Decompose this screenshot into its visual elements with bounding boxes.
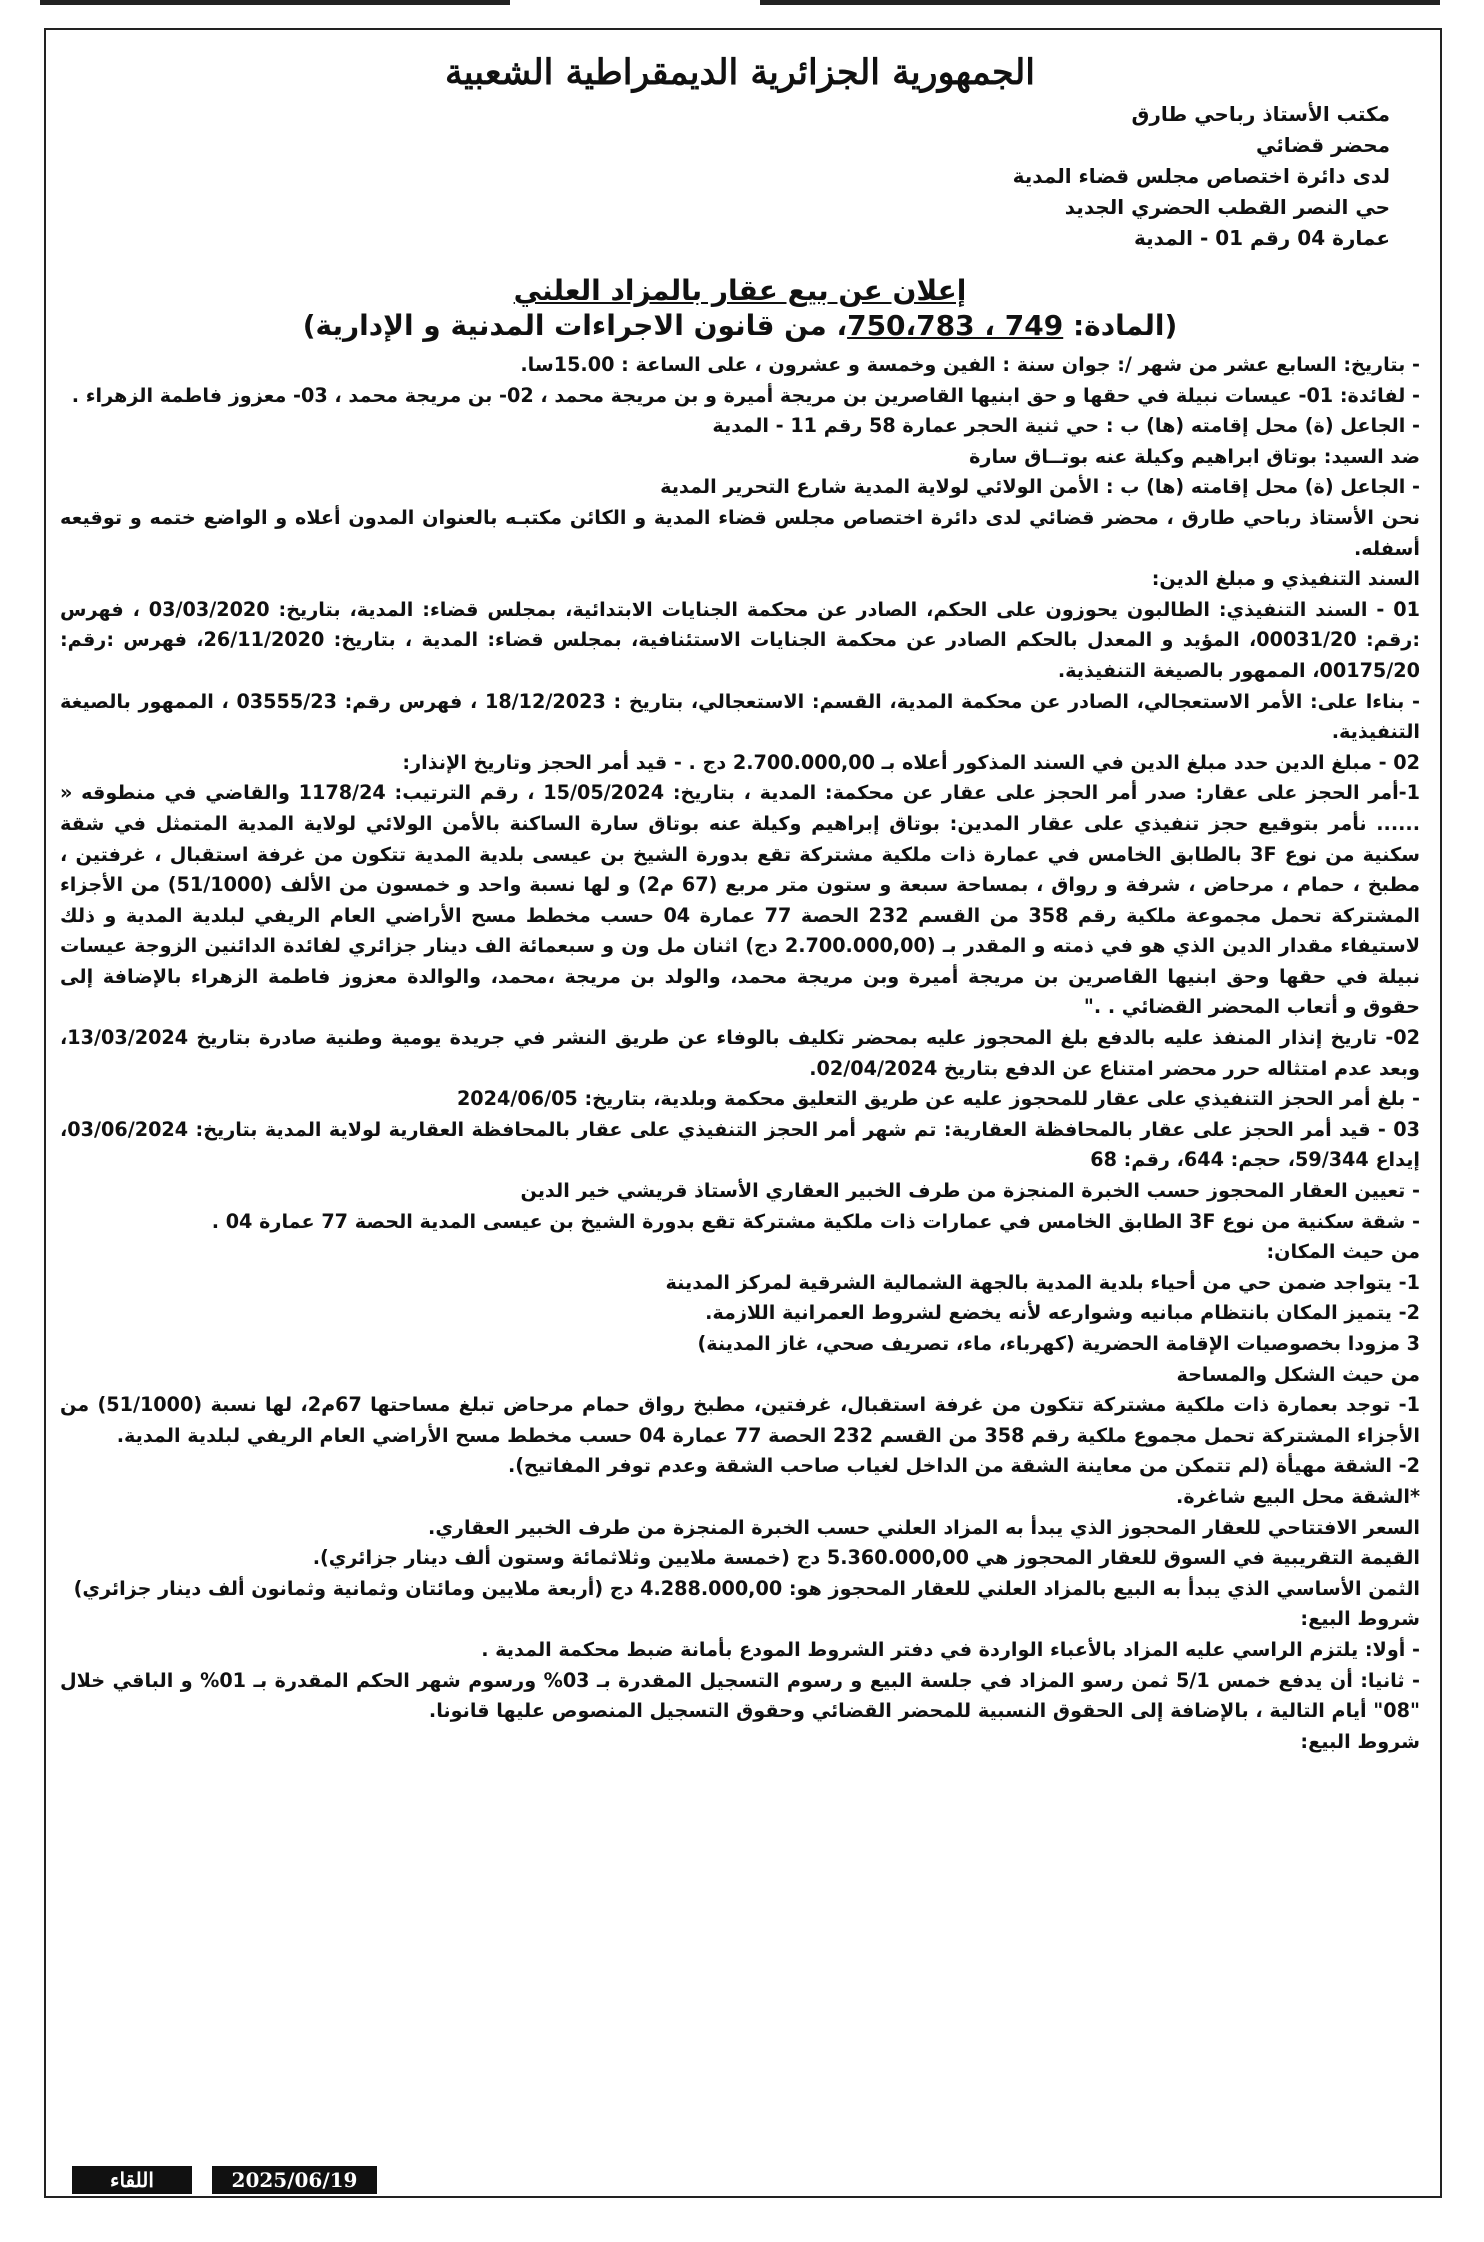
body-line: نحن الأستاذ رباحي طارق ، محضر قضائي لدى دائرة اختصاص مجلس قضاء المدية و الكائن مكتبـه بالعنوان المدون أعلاه و الواضع ختمه و توقيعه أسفله. (60, 505, 1420, 560)
body-line: 2- الشقة مهيأة (لم تتمكن من معاينة الشقة من الداخل لغياب صاحب الشقة وعدم توفر المفاتيح). (507, 1454, 1420, 1478)
section-heading: من حيث المكان: (1266, 1240, 1420, 1264)
top-rule-right (760, 0, 1440, 5)
body-line: 1-أمر الحجز على عقار: صدر أمر الحجز على عقار عن محكمة: المدية ، بتاريخ: 15/05/2024 ، رقم الترتيب: 1178/24 والقاضي في منطوقه « ...... نأمر بتوقيع حجز تنفيذي على عقار المدين: بوتاق إبراهيم وكيلة عنه بوتاق سارة الساكنة بالأمن الولائي لولاية المدية المتمثل في شقة سكنية من نوع 3F بالطابق الخامس في عمارة ذات ملكية مشتركة تقع بدورة الشيخ بن عيسى بلدية المدية تتكون من غرفة استقبال ، غرفتين ، مطبخ ، حمام ، مرحاض ، شرفة و رواق ، بمساحة سبعة و ستون متر مربع (67 م2) و لها نسبة واحد و خمسون من الألف (51/1000) من الأجزاء المشتركة تحمل مجموعة ملكية رقم 358 من القسم 232 الحصة 77 عمارة 04 حسب مخطط مسح الأراضي العام الريفي لبلدية المدية و ذلك لاستيفاء مقدار الدين الذي هو في ذمته و المقدر بـ (2.700.000,00 دج) اثنان مل ون و سبعمائة الف دينار جزائري لفائدة الدائنين الزوجة عيسات نبيلة في حقها وحق ابنيها القاصرين بن مريجة أميرة وبن مريجة محمد، والولد بن مريجة ،محمد، والوالدة معزوز فاطمة الزهراء بالإضافة إلى حقوق و أتعاب المحضر القضائي . ." (60, 781, 1420, 1019)
body-line: - بتاريخ: السابع عشر من شهر /: جوان سنة : الفين وخمسة و عشرون ، على الساعة : 15.00سا. (520, 353, 1420, 376)
body-line: 2- يتميز المكان بانتظام مبانيه وشوارعه لأنه يخضع لشروط العمرانية اللازمة. (705, 1301, 1420, 1325)
office-line: عمارة 04 رقم 01 - المدية (1134, 226, 1390, 250)
body-line: 02- تاريخ إنذار المنفذ عليه بالدفع بلغ المحجوز عليه بمحضر تكليف بالوفاء عن طريق النشر في جريدة يومية وطنية صادرة بتاريخ 13/03/2024، وبعد عدم امتثاله حرر محضر امتناع عن الدفع بتاريخ 02/04/2024. (60, 1026, 1420, 1080)
top-rule-left (40, 0, 510, 5)
subtitle-prefix: (المادة: (1063, 309, 1178, 342)
body-line: - شقة سكنية من نوع 3F الطابق الخامس في عمارات ذات ملكية مشتركة تقع بدورة الشيخ بن عيسى المدية الحصة 77 عمارة 04 . (211, 1209, 1420, 1233)
body-line: - بناءا على: الأمر الاستعجالي، الصادر عن محكمة المدية، القسم: الاستعجالي، بتاريخ : 18/12/2023 ، فهرس رقم: 03555/23 ، الممهور بالصيغة التنفيذية. (60, 689, 1421, 744)
office-line: لدى دائرة اختصاص مجلس قضاء المدية (1012, 164, 1390, 188)
notice-subtitle (60, 309, 1420, 342)
notice-content (60, 40, 1420, 1757)
body-line: 03 - قيد أمر الحجز على عقار بالمحافظة العقارية: تم شهر أمر الحجز التنفيذي على عقار بالمحافظة العقارية لولاية المدية بتاريخ: 03/06/2024، إيداع 59/344، حجم: 644، رقم: 68 (60, 1117, 1420, 1172)
body-line: 02 - مبلغ الدين حدد مبلغ الدين في السند المذكور أعلاه بـ 2.700.000,00 دج . - قيد أمر الحجز وتاريخ الإنذار: (402, 750, 1420, 774)
body-line: ضد السيد: بوتاق ابراهيم وكيلة عنه بوتــاق سارة (969, 444, 1420, 468)
office-address (60, 99, 1420, 254)
body-line: 01 - السند التنفيذي: الطالبون يحوزون على الحكم، الصادر عن محكمة الجنايات الابتدائية، بمجلس قضاء: المدية، بتاريخ: 03/03/2020 ، فهرس :رقم: 00031/20، المؤيد و المعدل بالحكم الصادر عن محكمة الجنايات الاستئنافية، بمجلس قضاء: المدية ، بتاريخ: 26/11/2020، فهرس :رقم: 00175/20، الممهور بالصيغة التنفيذية. (60, 597, 1421, 682)
republic-heading: الجمهورية الجزائرية الديمقراطية الشعبية (444, 52, 1035, 93)
body-line: - بلغ أمر الحجز التنفيذي على عقار للمحجوز عليه عن طريق التعليق محكمة وبلدية، بتاريخ: 2024/06/05 (456, 1087, 1420, 1111)
office-line: محضر قضائي (1256, 133, 1390, 157)
body-line: - لفائدة: 01- عيسات نبيلة في حقها و حق ابنيها القاصرين بن مريجة أميرة و بن مريجة محمد ، 02- بن مريجة محمد ، 03- معزوز فاطمة الزهراء . (71, 383, 1420, 407)
subtitle-articles: 750،783 ، 749 (847, 309, 1064, 342)
body-line: - الجاعل (ة) محل إقامته (ها) ب : حي ثنية الحجر عمارة 58 رقم 11 - المدية (712, 414, 1420, 438)
subtitle-suffix: ، من قانون الاجراءات المدنية و الإدارية) (302, 309, 848, 342)
body-line: من حيث الشكل والمساحة (1176, 1362, 1420, 1386)
body-line: - أولا: يلتزم الراسي عليه المزاد بالأعباء الواردة في دفتر الشروط المودع بأمانة ضبط محكمة المدية . (481, 1637, 1420, 1661)
notice-body (60, 350, 1420, 1757)
body-line: 3 مزودا بخصوصيات الإقامة الحضرية (كهرباء، ماء، تصريف صحي، غاز المدينة) (697, 1332, 1420, 1355)
section-heading: - ثانيا: أن يدفع خمس 5/1 ثمن رسو المزاد في جلسة البيع و رسوم التسجيل المقدرة بـ 03% ورسوم شهر الحكم المقدرة بـ 01% و الباقي خلال "08" أيام التالية ، بالإضافة إلى الحقوق النسبية للمحضر القضائي وحقوق التسجيل المنصوص عليها قانونا. (60, 1668, 1420, 1723)
office-line: حي النصر القطب الحضري الجديد (1064, 195, 1390, 219)
section-heading: السند التنفيذي و مبلغ الدين: (1151, 567, 1420, 591)
body-line: 1- يتواجد ضمن حي من أحياء بلدية المدية بالجهة الشمالية الشرقية لمركز المدينة (665, 1270, 1420, 1294)
notice-title: إعلان عن بيع عقار بالمزاد العلني (513, 274, 967, 307)
body-line: القيمة التقريبية في السوق للعقار المحجوز هي 5.360.000,00 دج (خمسة ملايين وثلاثمائة وستون ألف دينار جزائري). (312, 1546, 1420, 1570)
body-line: شروط البيع: (1300, 1729, 1420, 1753)
body-line: الثمن الأساسي الذي يبدأ به البيع بالمزاد العلني للعقار المحجوز هو: 4.288.000,00 دج (أربعة ملايين ومائتان وثمانية وثمانون ألف دينار جزائري) (73, 1576, 1420, 1600)
body-line: *الشقة محل البيع شاغرة. (1176, 1484, 1420, 1508)
office-line: مكتب الأستاذ رباحي طارق (1131, 102, 1390, 126)
newspaper-name: اللقاء (72, 2166, 192, 2194)
body-line: السعر الافتتاحي للعقار المحجوز الذي يبدأ به المزاد العلني حسب الخبرة المنجزة من طرف الخبير العقاري. (428, 1515, 1420, 1539)
section-heading: شروط البيع: (1300, 1607, 1420, 1631)
body-line: - الجاعل (ة) محل إقامته (ها) ب : الأمن الولائي لولاية المدية شارع التحرير المدية (660, 475, 1420, 499)
section-heading: 1- توجد بعمارة ذات ملكية مشتركة تتكون من غرفة استقبال، غرفتين، مطبخ رواق حمام مرحاض تبلغ مساحتها 67م2، لها نسبة (51/1000) من الأجزاء المشتركة تحمل مجموع ملكية رقم 358 من القسم 232 الحصة 77 عمارة 04 حسب مخطط مسح الأراضي العام الريفي لبلدية المدية. (60, 1393, 1420, 1447)
body-line: - تعيين العقار المحجوز حسب الخبرة المنجزة من طرف الخبير العقاري الأستاذ قريشي خير الدين (520, 1179, 1420, 1203)
publication-date: 2025/06/19 (212, 2166, 377, 2194)
